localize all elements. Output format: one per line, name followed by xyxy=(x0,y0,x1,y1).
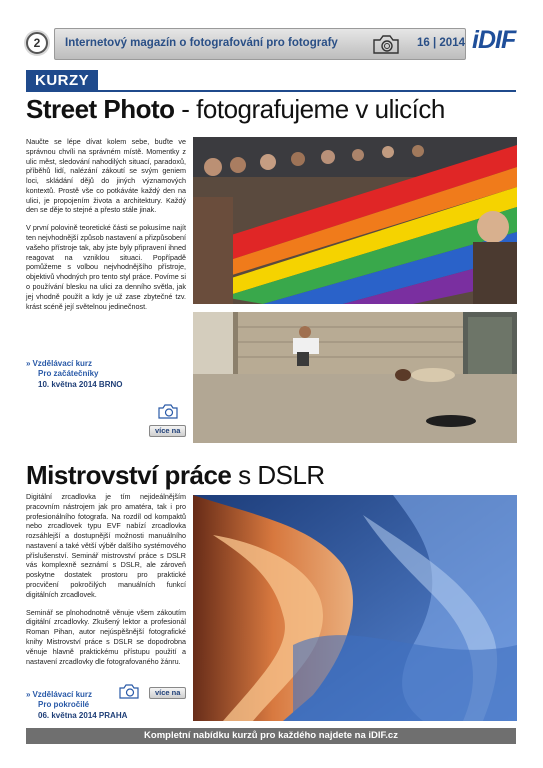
photo-rainbow-flag-crowd xyxy=(193,137,517,304)
page-header xyxy=(26,26,516,62)
article-title-dslr: Mistrovství práce s DSLR xyxy=(26,460,325,490)
article-body-street-photo xyxy=(26,137,186,319)
course-info-dslr xyxy=(26,690,127,721)
course-type: Vzdělávací kurz xyxy=(32,690,93,699)
magazine-title: Internetový magazín o fotografování pro fotografy xyxy=(65,37,338,49)
course-level: Pro pokročilé xyxy=(38,700,90,710)
paragraph: Naučte se lépe dívat kolem sebe, buďte ve správnou chvíli na správném místě. Momentky z ulic měst, sledování nahodilých situací, paradoxů, příběhů lidí, nalézání zákoutí se svým geniem loci, skládání dějů do jiných významových kontextů. Prostě vše co potkáváte každý den na ulici, je propojením života a architektury. Každý den se děje to stejné a přesto stále jinak. xyxy=(26,137,186,215)
more-info-button[interactable]: více na xyxy=(149,425,186,437)
page-number: 2 xyxy=(26,32,48,54)
footer-link[interactable]: iDIF.cz xyxy=(368,730,398,741)
paragraph: Seminář se plnohodnotně věnuje všem zákoutím digitální zrcadlovky. Zkušený lektor a profesionál Roman Pihan, autor nejúspěšnější fotografické knihy Mistrovství práce s DSLR se dopodrobna věnuje hlavně praktickému přístupu použití a nastavení zrcadlovky dle fotografovaného žánru. xyxy=(26,607,186,666)
paragraph: V první polovině teoretické části se pokusíme najít ten nejvhodnější způsob nastavení a přizpůsobení vašeho přístroje tak, aby jste byly připravení ihned reagovat na vzniklou situaci. Popřípadě pomůžeme s volbou nejvhodnějšího přístroje, objektivů vhodných pro tento styl práce. Povíme si o používání blesku na ulici za denního světla, jak jej vhodně použít a kdy je už zase zbytečné tzv. krást scéně její světelnou jedinečnost. xyxy=(26,223,186,311)
course-date: 06. května 2014 PRAHA xyxy=(38,710,128,720)
footer-banner xyxy=(26,728,516,744)
footer-text: Kompletní nabídku kurzů pro každého najdete na xyxy=(144,730,369,741)
course-type: Vzdělávací kurz xyxy=(32,359,93,368)
course-level: Pro začátečníky xyxy=(38,369,99,379)
camera-icon xyxy=(118,682,140,700)
issue-number: 16 | 2014 xyxy=(417,37,465,49)
camera-icon xyxy=(157,402,179,420)
photo-antelope-canyon xyxy=(193,495,517,721)
double-chevron-icon: » xyxy=(26,359,31,368)
photo-street-photographer-dogs xyxy=(193,312,517,443)
section-tag: KURZY xyxy=(26,70,98,91)
idif-logo: iDIF xyxy=(472,26,516,54)
course-info-street-photo xyxy=(26,359,123,390)
section-divider xyxy=(26,90,516,92)
article-title-street-photo: Street Photo - fotografujeme v ulicích xyxy=(26,94,445,124)
double-chevron-icon: » xyxy=(26,690,31,699)
paragraph: Digitální zrcadlovka je tím nejideálnějším pracovním nástrojem jak pro amatéra, tak i pro profesionálního fotografa. Na rozdíl od kompaktů nebo zrcadlovek typu EVF nabízí zrcadlovka rozsáhlejší a dostupnější možnosti manuálního nastavení a také větší výběr dalšího systémového příslušenství. Seminář mistrovství práce s DSLR vás komplexně seznámí s DSLR, ale zároveň poskytne dostatek prostoru pro praktické procvičení pokročilých manuálních funkcí digitálních zrcadlovek. xyxy=(26,492,186,599)
camera-icon xyxy=(371,32,401,56)
more-info-button[interactable]: více na xyxy=(149,687,186,699)
article-body-dslr xyxy=(26,492,186,674)
header-bar xyxy=(54,28,466,60)
course-date: 10. května 2014 BRNO xyxy=(38,379,123,389)
